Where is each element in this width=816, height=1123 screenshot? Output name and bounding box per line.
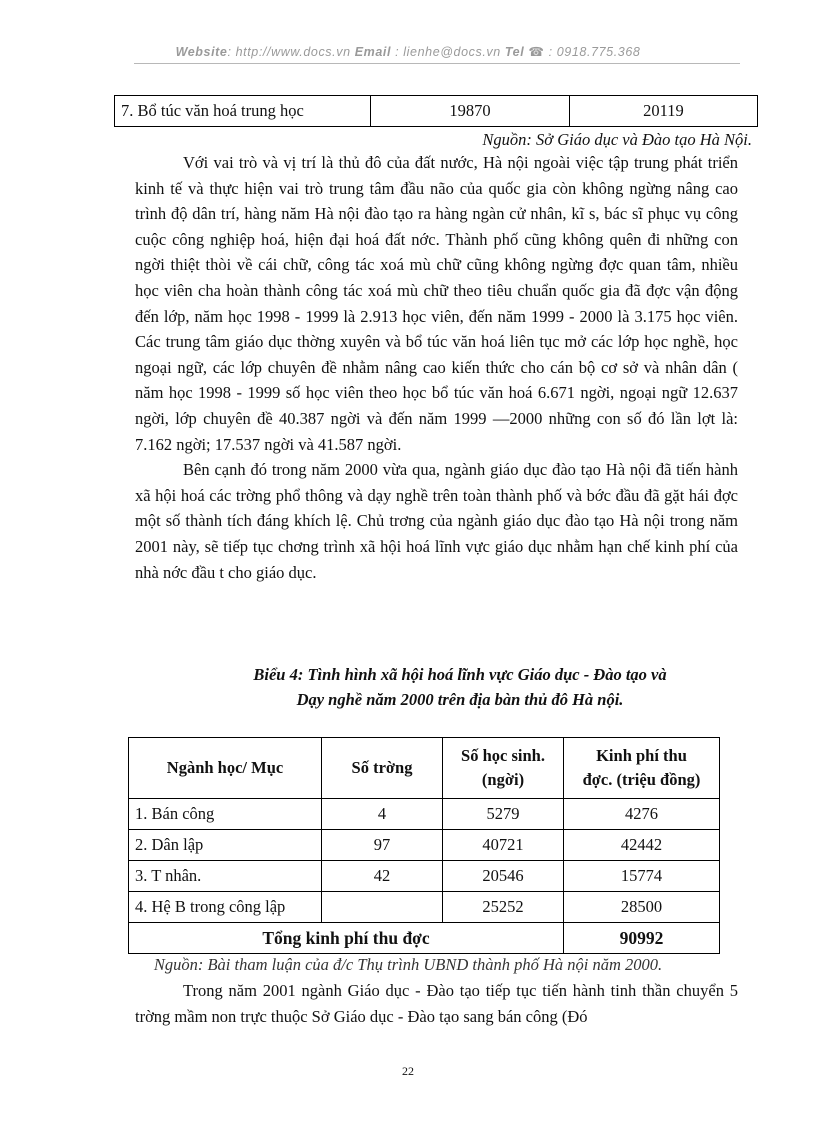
row-students: 5279 [443, 799, 564, 830]
row-name: 1. Bán công [129, 799, 322, 830]
header-students-line-1: Số học sinh. [461, 746, 545, 765]
total-label: Tổng kinh phí thu đợc [129, 923, 564, 954]
socialization-table [128, 737, 720, 954]
email-value: : lienhe@docs.vn [391, 45, 505, 59]
row-funds: 15774 [564, 861, 720, 892]
page-header [0, 44, 816, 59]
body-text [135, 150, 738, 585]
tel-label: Tel [504, 45, 525, 59]
row-name: 2. Dân lập [129, 830, 322, 861]
closing-text [135, 978, 738, 1029]
total-row [129, 923, 720, 954]
continued-table [114, 95, 758, 127]
table-row [129, 799, 720, 830]
table-caption [160, 662, 760, 712]
source-note-1: Nguồn: Sở Giáo dục và Đào tạo Hà Nội. [482, 130, 752, 149]
table-row [115, 96, 758, 127]
total-value: 90992 [564, 923, 720, 954]
paragraph-1: Với vai trò và vị trí là thủ đô của đất nước, Hà nội ngoài việc tập trung phát triển kinh tế và thực hiện vai trò trung tâm đầu não của quốc gia còn không ngừng nâng cao trình độ dân trí, hàng năm Hà nội đào tạo ra hàng ngàn cử nhân, kĩ s, bác sĩ phục vụ công cuộc công nghiệp hoá, hiện đại hoá đất nớc. Thành phố cũng không quên đi những con ngời thiệt thòi về cái chữ, công tác xoá mù chữ cũng không ngừng đợc quan tâm, nhiều học viên cha hoàn thành công tác xoá mù chữ theo tiêu chuẩn quốc gia đã đợc vận động đến lớp, năm học 1998 - 1999 là 2.913 học viên, đến năm 1999 - 2000 là 3.175 học viên. Các trung tâm giáo dục thờng xuyên và bổ túc văn hoá liên tục mở các lớp học nghề, học ngoại ngữ, các lớp chuyên đề nhằm nâng cao kiến thức cho cán bộ cơ sở và nhân dân ( năm học 1998 - 1999 số học viên theo học bổ túc văn hoá 6.671 ngời, ngoại ngữ 12.637 ngời, lớp chuyên đề 40.387 ngời và đến năm 1999 —2000 những con số đó lần lợt là: 7.162 ngời; 17.537 ngời và 41.587 ngời. [135, 153, 738, 454]
row-students: 20546 [443, 861, 564, 892]
value-cell-1: 19870 [371, 96, 570, 127]
website-value: : http://www.docs.vn [227, 45, 355, 59]
table-row [129, 830, 720, 861]
header-funds-line-1: Kinh phí thu [596, 746, 687, 765]
caption-line-2: Dạy nghề năm 2000 trên địa bàn thủ đô Hà nội. [296, 690, 624, 709]
row-schools: 4 [322, 799, 443, 830]
paragraph-2: Bên cạnh đó trong năm 2000 vừa qua, ngành giáo dục đào tạo Hà nội đã tiến hành xã hội hoá các trờng phổ thông và dạy nghề trên toàn thành phố và bớc đầu đã gặt hái đợc một số thành tích đáng khích lệ. Chủ trơng của ngành giáo dục đào tạo Hà nội trong năm 2001 này, sẽ tiếp tục chơng trình xã hội hoá lĩnh vực giáo dục nhằm hạn chế kinh phí của nhà nớc đầu t cho giáo dục. [135, 460, 738, 582]
row-funds: 4276 [564, 799, 720, 830]
row-schools [322, 892, 443, 923]
caption-line-1: Biểu 4: Tình hình xã hội hoá lĩnh vực Giáo dục - Đào tạo và [253, 665, 667, 684]
table-row [129, 892, 720, 923]
row-funds: 28500 [564, 892, 720, 923]
header-students [443, 738, 564, 799]
tel-value: ☎ : 0918.775.368 [524, 45, 641, 59]
row-students: 40721 [443, 830, 564, 861]
row-schools: 42 [322, 861, 443, 892]
header-schools: Số trờng [322, 738, 443, 799]
row-name: 4. Hệ B trong công lập [129, 892, 322, 923]
source-note-2: Nguồn: Bài tham luận của đ/c Thụ trình UBND thành phố Hà nội năm 2000. [153, 955, 663, 974]
header-field: Ngành học/ Mục [129, 738, 322, 799]
page-number: 22 [402, 1064, 414, 1078]
row-schools: 97 [322, 830, 443, 861]
header-divider [134, 63, 740, 64]
website-label: Website [175, 45, 228, 59]
value-cell-2: 20119 [570, 96, 758, 127]
header-students-line-2: (ngời) [481, 770, 525, 789]
header-funds [564, 738, 720, 799]
row-name: 3. T nhân. [129, 861, 322, 892]
row-students: 25252 [443, 892, 564, 923]
paragraph-3: Trong năm 2001 ngành Giáo dục - Đào tạo tiếp tục tiến hành tinh thần chuyển 5 trờng mầm non trực thuộc Sở Giáo dục - Đào tạo sang bán công (Đó [135, 981, 738, 1026]
row-funds: 42442 [564, 830, 720, 861]
email-label: Email [354, 45, 392, 59]
header-row [129, 738, 720, 799]
table-row [129, 861, 720, 892]
row-label: 7. Bổ túc văn hoá trung học [115, 96, 371, 127]
header-funds-line-2: đợc. (triệu đồng) [582, 770, 701, 789]
